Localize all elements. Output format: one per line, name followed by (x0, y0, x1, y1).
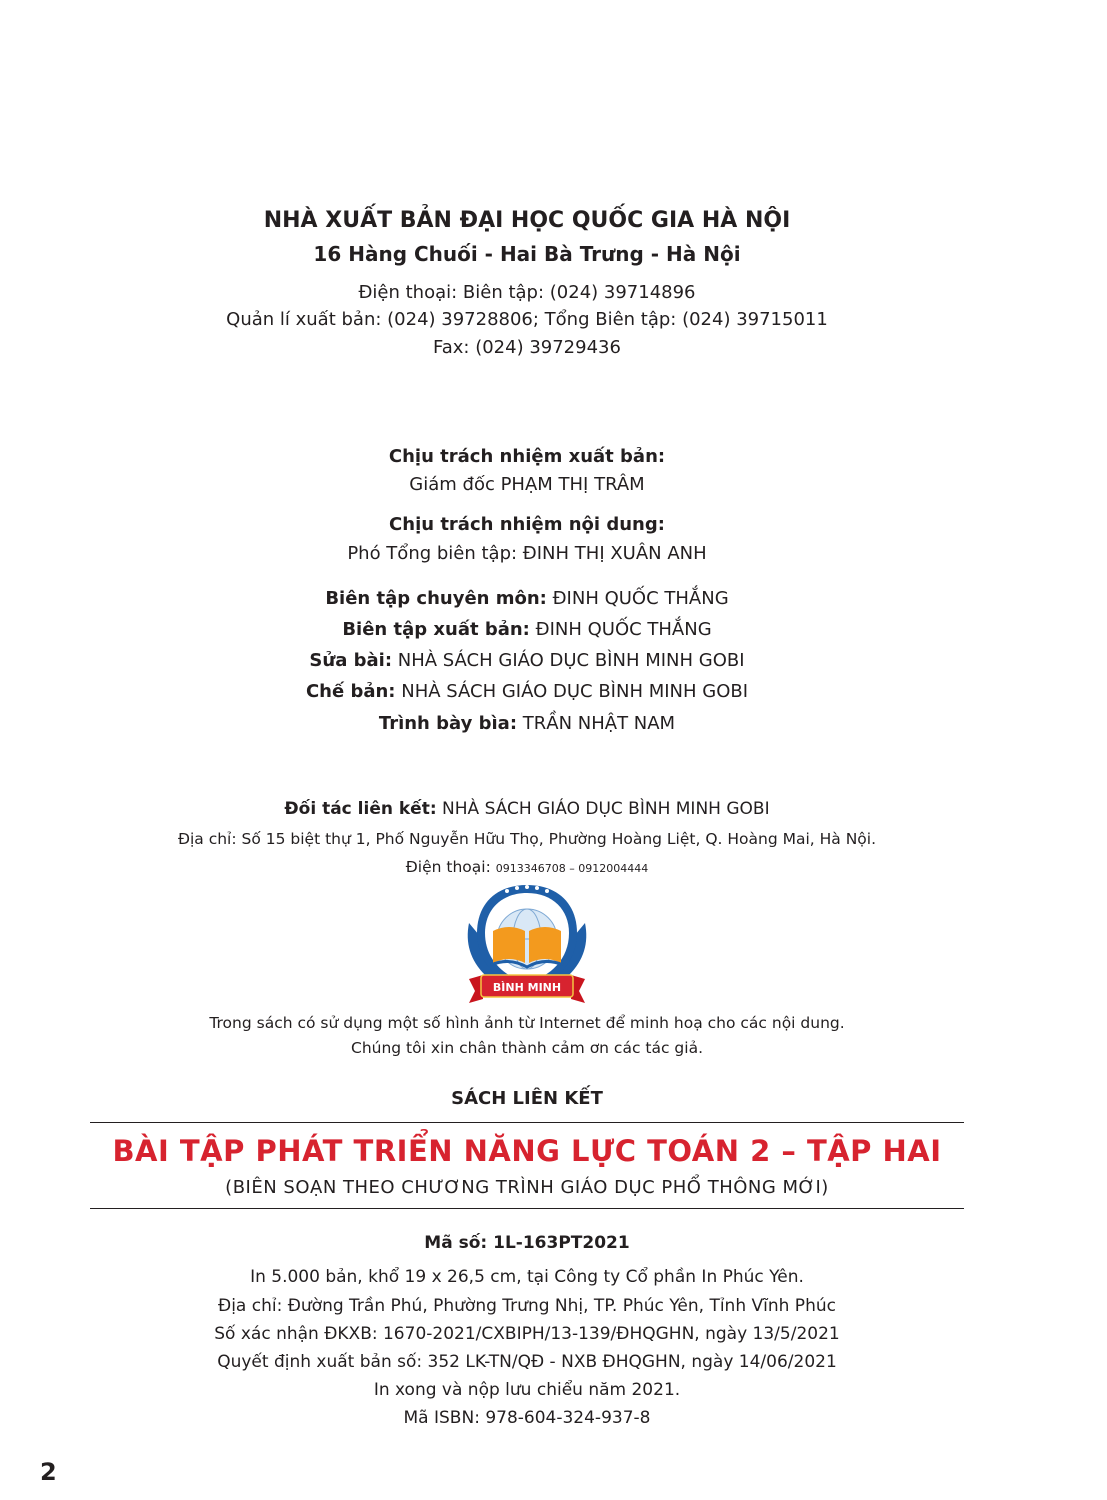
publisher-address: 16 Hàng Chuối - Hai Bà Trưng - Hà Nội (313, 242, 741, 266)
credit-line (0, 681, 1054, 702)
note-line: Chúng tôi xin chân thành cảm ơn các tác giả. (351, 1039, 703, 1057)
partner-address: Địa chỉ: Số 15 biệt thự 1, Phố Nguyễn Hữu Thọ, Phường Hoàng Liệt, Q. Hoàng Mai, Hà Nội. (177, 830, 877, 848)
partner-line (0, 799, 1054, 819)
credit-label: Chế bản: (305, 681, 396, 702)
credit-label: Biên tập xuất bản: (342, 619, 530, 640)
print-line: In xong và nộp lưu chiểu năm 2021. (373, 1380, 681, 1400)
publisher-phone: Điện thoại: Biên tập: (024) 39714896 (358, 282, 696, 303)
credit-line (0, 619, 1054, 640)
partner-value: NHÀ SÁCH GIÁO DỤC BÌNH MINH GOBI (442, 799, 770, 819)
page-number: 2 (40, 1458, 57, 1486)
credit-line (0, 650, 1054, 671)
print-line: Mã ISBN: 978-604-324-937-8 (403, 1408, 651, 1428)
credit-value: ĐINH QUỐC THẮNG (552, 588, 729, 609)
credit-line (0, 588, 1054, 609)
logo-book-right (529, 927, 561, 963)
print-line: In 5.000 bản, khổ 19 x 26,5 cm, tại Công ty Cổ phần In Phúc Yên. (250, 1267, 804, 1287)
credit-label: Sửa bài: (309, 650, 393, 671)
divider-top (90, 1122, 964, 1123)
binh-minh-logo (463, 883, 591, 1007)
print-line: Số xác nhận ĐKXB: 1670-2021/CXBIPH/13-139/ĐHQGHN, ngày 13/5/2021 (214, 1324, 840, 1344)
publishing-responsibility-label: Chịu trách nhiệm xuất bản: (388, 446, 666, 467)
partner-phone-label: Điện thoại: (405, 858, 491, 876)
print-line: Địa chỉ: Đường Trần Phú, Phường Trưng Nhị, TP. Phúc Yên, Tỉnh Vĩnh Phúc (218, 1296, 836, 1316)
content-responsibility-value: Phó Tổng biên tập: ĐINH THỊ XUÂN ANH (347, 543, 707, 564)
partner-phone-value: 0913346708 – 0912004444 (495, 862, 649, 875)
divider-bottom (90, 1208, 964, 1209)
publisher-name: NHÀ XUẤT BẢN ĐẠI HỌC QUỐC GIA HÀ NỘI (263, 208, 791, 233)
publisher-management-phone: Quản lí xuất bản: (024) 39728806; Tổng Biên tập: (024) 39715011 (226, 309, 828, 330)
credit-label: Trình bày bìa: (378, 713, 518, 734)
note-line: Trong sách có sử dụng một số hình ảnh từ Internet để minh hoạ cho các nội dung. (209, 1014, 845, 1032)
logo-book-left (493, 927, 525, 963)
partner-phone-line (0, 858, 1054, 876)
content-responsibility-label: Chịu trách nhiệm nội dung: (389, 514, 665, 535)
credit-value: ĐINH QUỐC THẮNG (535, 619, 712, 640)
credit-line (0, 713, 1054, 734)
credit-label: Biên tập chuyên môn: (325, 588, 547, 609)
print-line: Quyết định xuất bản số: 352 LK-TN/QĐ - NXB ĐHQGHN, ngày 14/06/2021 (217, 1352, 837, 1372)
credit-value: NHÀ SÁCH GIÁO DỤC BÌNH MINH GOBI (401, 681, 749, 702)
publishing-responsibility-value: Giám đốc PHẠM THỊ TRÂM (409, 474, 645, 495)
publisher-fax: Fax: (024) 39729436 (433, 337, 621, 358)
logo-text: BÌNH MINH (492, 981, 562, 994)
series-label: SÁCH LIÊN KẾT (451, 1088, 603, 1109)
book-subtitle: (BIÊN SOẠN THEO CHƯƠNG TRÌNH GIÁO DỤC PHỔ THÔNG MỚI) (225, 1177, 829, 1198)
credit-value: TRẦN NHẬT NAM (522, 713, 676, 734)
book-code: Mã số: 1L-163PT2021 (424, 1233, 630, 1253)
credit-value: NHÀ SÁCH GIÁO DỤC BÌNH MINH GOBI (397, 650, 745, 671)
partner-label: Đối tác liên kết: (284, 799, 437, 819)
book-title: BÀI TẬP PHÁT TRIỂN NĂNG LỰC TOÁN 2 – TẬP HAI (112, 1134, 942, 1168)
